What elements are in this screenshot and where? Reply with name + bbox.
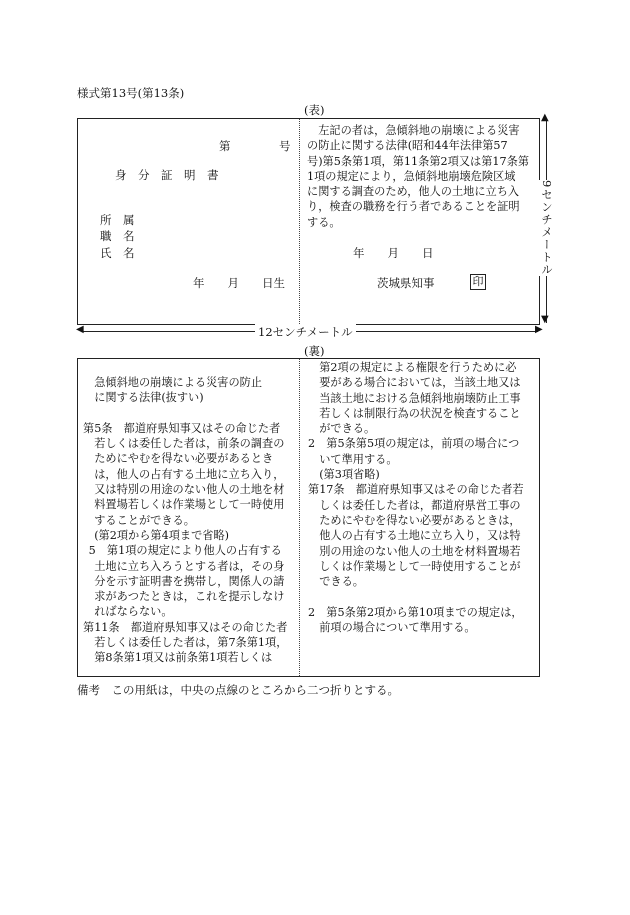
statement-line: 号)第5条第1項，第11条第2項又は第17条第 xyxy=(307,154,530,168)
number-go: 号 xyxy=(279,139,291,153)
law-line: は，他人の占有する土地に立ち入り， xyxy=(94,467,285,481)
certificate-title: 身 分 証 明 書 xyxy=(115,168,219,182)
law-line: 他人の占有する土地に立ち入り，又は特 xyxy=(319,529,521,543)
law-line: 第5条 都道府県知事又はその命じた者 xyxy=(83,421,281,435)
number-dai: 第 xyxy=(219,139,231,153)
law-line: 前項の場合について準用する。 xyxy=(319,621,476,635)
width-label: 12センチメートル xyxy=(255,324,356,340)
arrow-right-icon: ▶ xyxy=(535,324,543,335)
law-line: (第3項省略) xyxy=(319,468,380,482)
seal-icon: 印 xyxy=(470,274,486,290)
law-line: 土地に立ち入ろうとする者は，その身 xyxy=(94,559,285,573)
back-label: (裏) xyxy=(304,344,325,358)
law-line: いて準用する。 xyxy=(319,452,398,466)
law-line: (第2項から第4項まで省略) xyxy=(94,528,230,542)
law-line: 第8条第1項又は前条第1項若しくは xyxy=(94,651,273,665)
issuer: 茨城県知事 xyxy=(377,276,435,290)
fold-line xyxy=(299,119,300,324)
birth-date: 年 月 日生 xyxy=(193,276,285,290)
law-line xyxy=(308,589,538,604)
law-line: できる。 xyxy=(319,575,364,589)
statement-line: の防止に関する法律(昭和44年法律第57 xyxy=(307,139,508,153)
law-line: ればならない。 xyxy=(94,605,173,619)
statement-line: 左記の者は，急傾斜地の崩壊による災害 xyxy=(318,124,520,137)
law-line: 料置場若しくは作業場として一時使用 xyxy=(94,498,285,512)
law-line: 第2項の規定による権限を行うために必 xyxy=(319,361,517,374)
law-line: 2 第5条第5項の規定は，前項の場合につ xyxy=(308,437,520,451)
law-line: 第17条 都道府県知事又はその命じた者若 xyxy=(308,483,524,497)
field-name: 氏 名 xyxy=(100,246,135,260)
law-line: ためにやむを得ない必要があるときは， xyxy=(319,513,521,527)
law-line: 若しくは制限行為の状況を検査すること xyxy=(319,406,521,420)
front-label: (表) xyxy=(304,103,325,117)
law-line: 当該土地における急傾斜地崩壊防止工事 xyxy=(319,391,521,405)
statement-line: 1項の規定により，急傾斜地崩壊危険区域 xyxy=(307,169,516,183)
law-line: 若しくは委任した者は，前条の調査の xyxy=(94,437,285,451)
law-line: 分を示す証明書を携帯し，関係人の請 xyxy=(94,574,285,588)
law-line: 求があつたときは，これを提示しなけ xyxy=(94,590,285,604)
arrow-up-icon: ▲ xyxy=(541,112,549,123)
law-line: 若しくは委任した者は，第7条第1項， xyxy=(94,636,288,650)
law-excerpt-right xyxy=(308,360,538,635)
law-line: 別の用途のない他人の土地を材料置場若 xyxy=(319,544,521,558)
statement-line: り，検査の職務を行う者であることを証明 xyxy=(307,200,520,214)
law-line: に関する法律(抜すい) xyxy=(94,391,204,405)
law-line: 2 第5条第2項から第10項までの規定は， xyxy=(308,605,523,619)
law-line: しくは委任した者は，都道府県営工事の xyxy=(319,498,521,512)
form-number: 様式第13号(第13条) xyxy=(77,86,185,100)
law-line: ができる。 xyxy=(319,422,376,436)
fold-line-back xyxy=(299,359,300,676)
front-card xyxy=(77,118,540,325)
height-label: 9センチメートル xyxy=(540,180,554,276)
field-affiliation: 所 属 xyxy=(100,213,135,227)
law-line: 急傾斜地の崩壊による災害の防止 xyxy=(94,376,263,389)
footnote: 備考 この用紙は，中央の点線のところから二つ折りとする。 xyxy=(77,683,399,697)
statement-line: に関する調査のため，他人の土地に立ち入 xyxy=(307,185,520,199)
statement-line: する。 xyxy=(307,215,341,229)
law-line: しくは作業場として一時使用することが xyxy=(319,559,521,573)
arrow-down-icon: ▼ xyxy=(541,314,549,325)
law-line: 第11条 都道府県知事又はその命じた者 xyxy=(83,620,288,634)
certificate-statement xyxy=(307,123,537,230)
issue-date: 年 月 日 xyxy=(353,246,434,260)
field-position: 職 名 xyxy=(100,229,135,243)
law-line: 要がある場合においては，当該土地又は xyxy=(319,376,521,390)
back-card xyxy=(77,358,540,677)
law-excerpt-left xyxy=(83,375,297,666)
arrow-left-icon: ◀ xyxy=(76,324,84,335)
law-line: することができる。 xyxy=(94,513,195,527)
law-line: ためにやむを得ない必要があるとき xyxy=(94,452,274,466)
law-line: 又は特別の用途のない他人の土地を材 xyxy=(94,483,285,497)
law-line: 5 第1項の規定により他人の占有する xyxy=(88,544,282,558)
law-line xyxy=(83,406,297,421)
